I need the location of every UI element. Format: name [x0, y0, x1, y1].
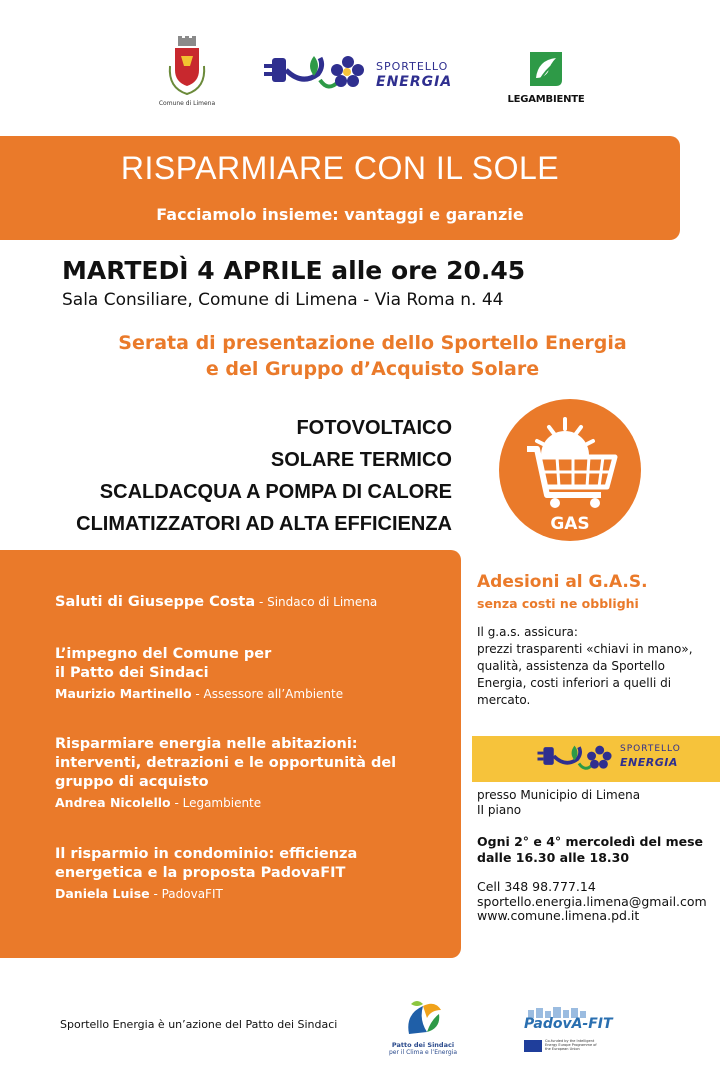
- program-item3-title1: Risparmiare energia nelle abitazioni:: [55, 736, 358, 752]
- website-link[interactable]: www.comune.limena.pd.it: [477, 908, 640, 923]
- program-item2-title1: L’impegno del Comune per: [55, 646, 272, 662]
- program-item3-speaker: Andrea Nicolello: [55, 795, 171, 810]
- sportello-band-line2: ENERGIA: [620, 756, 678, 769]
- program-item3-title2: interventi, detrazioni e le opportunità del: [55, 755, 397, 771]
- program-item4-title1: Il risparmio in condominio: efficienza: [55, 846, 358, 862]
- program-item2-role: Assessore all’Ambiente: [203, 687, 344, 701]
- footer-text: Sportello Energia è un’azione del Patto dei Sindaci: [60, 1018, 338, 1031]
- program-item1-role: Sindaco di Limena: [267, 595, 378, 609]
- sportello-band-line1: SPORTELLO: [620, 744, 681, 754]
- eu-funding-text: Co-funded by the Intelligent Energy Europe Programme of the European Union: [545, 1039, 597, 1051]
- plug-flower-icon: [536, 741, 616, 777]
- patto-line1: Patto dei Sindaci: [391, 1041, 455, 1049]
- program-item1-title: Saluti di Giuseppe Costa: [55, 594, 256, 610]
- padovafit-text: PadovA-FIT: [524, 1016, 613, 1032]
- gas-badge: [499, 399, 641, 541]
- page-subtitle: Facciamolo insieme: vantaggi e garanzie: [156, 205, 524, 224]
- adesioni-title: Adesioni al G.A.S.: [477, 572, 648, 592]
- program-item: L’impegno del Comune per il Patto dei Sindaci Maurizio Martinello - Assessore all’Ambiente: [55, 646, 344, 701]
- email-address[interactable]: sportello.energia.limena@gmail.com: [477, 893, 707, 909]
- event-date: MARTEDÌ 4 APRILE alle ore 20.45: [62, 256, 526, 285]
- plug-flower-icon: [262, 52, 370, 96]
- program-item4-role: PadovaFIT: [161, 887, 223, 901]
- technology-list: [76, 412, 452, 540]
- technology-item: SOLARE TERMICO: [270, 449, 452, 471]
- legambiente-logo: [505, 50, 587, 105]
- program-panel: [0, 550, 461, 958]
- program-item2-speaker: Maurizio Martinello: [55, 686, 192, 701]
- comune-caption: Comune di Limena: [158, 100, 216, 107]
- program-item2-title2: il Patto dei Sindaci: [55, 665, 209, 681]
- technology-item: SCALDACQUA A POMPA DI CALORE: [99, 481, 452, 503]
- legambiente-text: LEGAMBIENTE: [507, 94, 585, 105]
- sportello-contacts: [477, 880, 707, 924]
- program-item: Il risparmio in condominio: efficienza energetica e la proposta PadovaFIT Daniela Luise - PadovaFIT: [55, 846, 358, 901]
- sportello-energia-logo-small: [536, 741, 681, 781]
- sportello-energia-logo: [262, 52, 453, 100]
- program-item3-title3: gruppo di acquisto: [55, 774, 209, 790]
- comune-crest-icon: [166, 36, 208, 98]
- sportello-location: presso Municipio di Limena II piano: [477, 788, 641, 817]
- presentation-line1: Serata di presentazione dello Sportello Energia: [118, 332, 627, 354]
- patto-leaf-icon: [403, 998, 443, 1036]
- legambiente-leaf-icon: [526, 50, 566, 88]
- program-item4-speaker: Daniela Luise: [55, 886, 150, 901]
- program-item4-title2: energetica e la proposta PadovaFIT: [55, 865, 346, 881]
- presentation-line2: e del Gruppo d’Acquisto Solare: [205, 358, 540, 380]
- sportello-logo-line1: SPORTELLO: [376, 60, 449, 73]
- sportello-logo-line2: ENERGIA: [376, 74, 453, 90]
- page-title: RISPARMIARE CON IL SOLE: [120, 150, 560, 186]
- program-item: Saluti di Giuseppe Costa - Sindaco di Limena: [55, 594, 378, 610]
- sportello-hours: Ogni 2° e 4° mercoledì del mese dalle 16.30 alle 18.30: [477, 834, 704, 865]
- adesioni-subtitle: senza costi ne obblighi: [477, 596, 639, 611]
- event-place: Sala Consiliare, Comune di Limena - Via Roma n. 44: [62, 290, 504, 310]
- solar-cart-icon: [499, 399, 641, 541]
- program-item3-role: Legambiente: [182, 796, 262, 810]
- program-item: Risparmiare energia nelle abitazioni: interventi, detrazioni e le opportunità del gruppo di acquisto Andrea Nicolello - Legambiente: [55, 736, 397, 810]
- patto-dei-sindaci-logo: [383, 998, 463, 1056]
- phone-number: Cell 348 98.777.14: [477, 879, 596, 894]
- patto-line2: per il Clima e l’Energia: [388, 1049, 458, 1056]
- eu-flag-icon: [524, 1040, 542, 1052]
- technology-item: FOTOVOLTAICO: [296, 417, 452, 439]
- gas-label: GAS: [550, 514, 590, 534]
- comune-logo: [157, 36, 217, 107]
- adesioni-text: Il g.a.s. assicura: prezzi trasparenti «chiavi in mano», qualità, assistenza da Sportello Energia, costi inferiori a quelli di mercato.: [477, 625, 693, 707]
- technology-item: CLIMATIZZATORI AD ALTA EFFICIENZA: [76, 513, 452, 535]
